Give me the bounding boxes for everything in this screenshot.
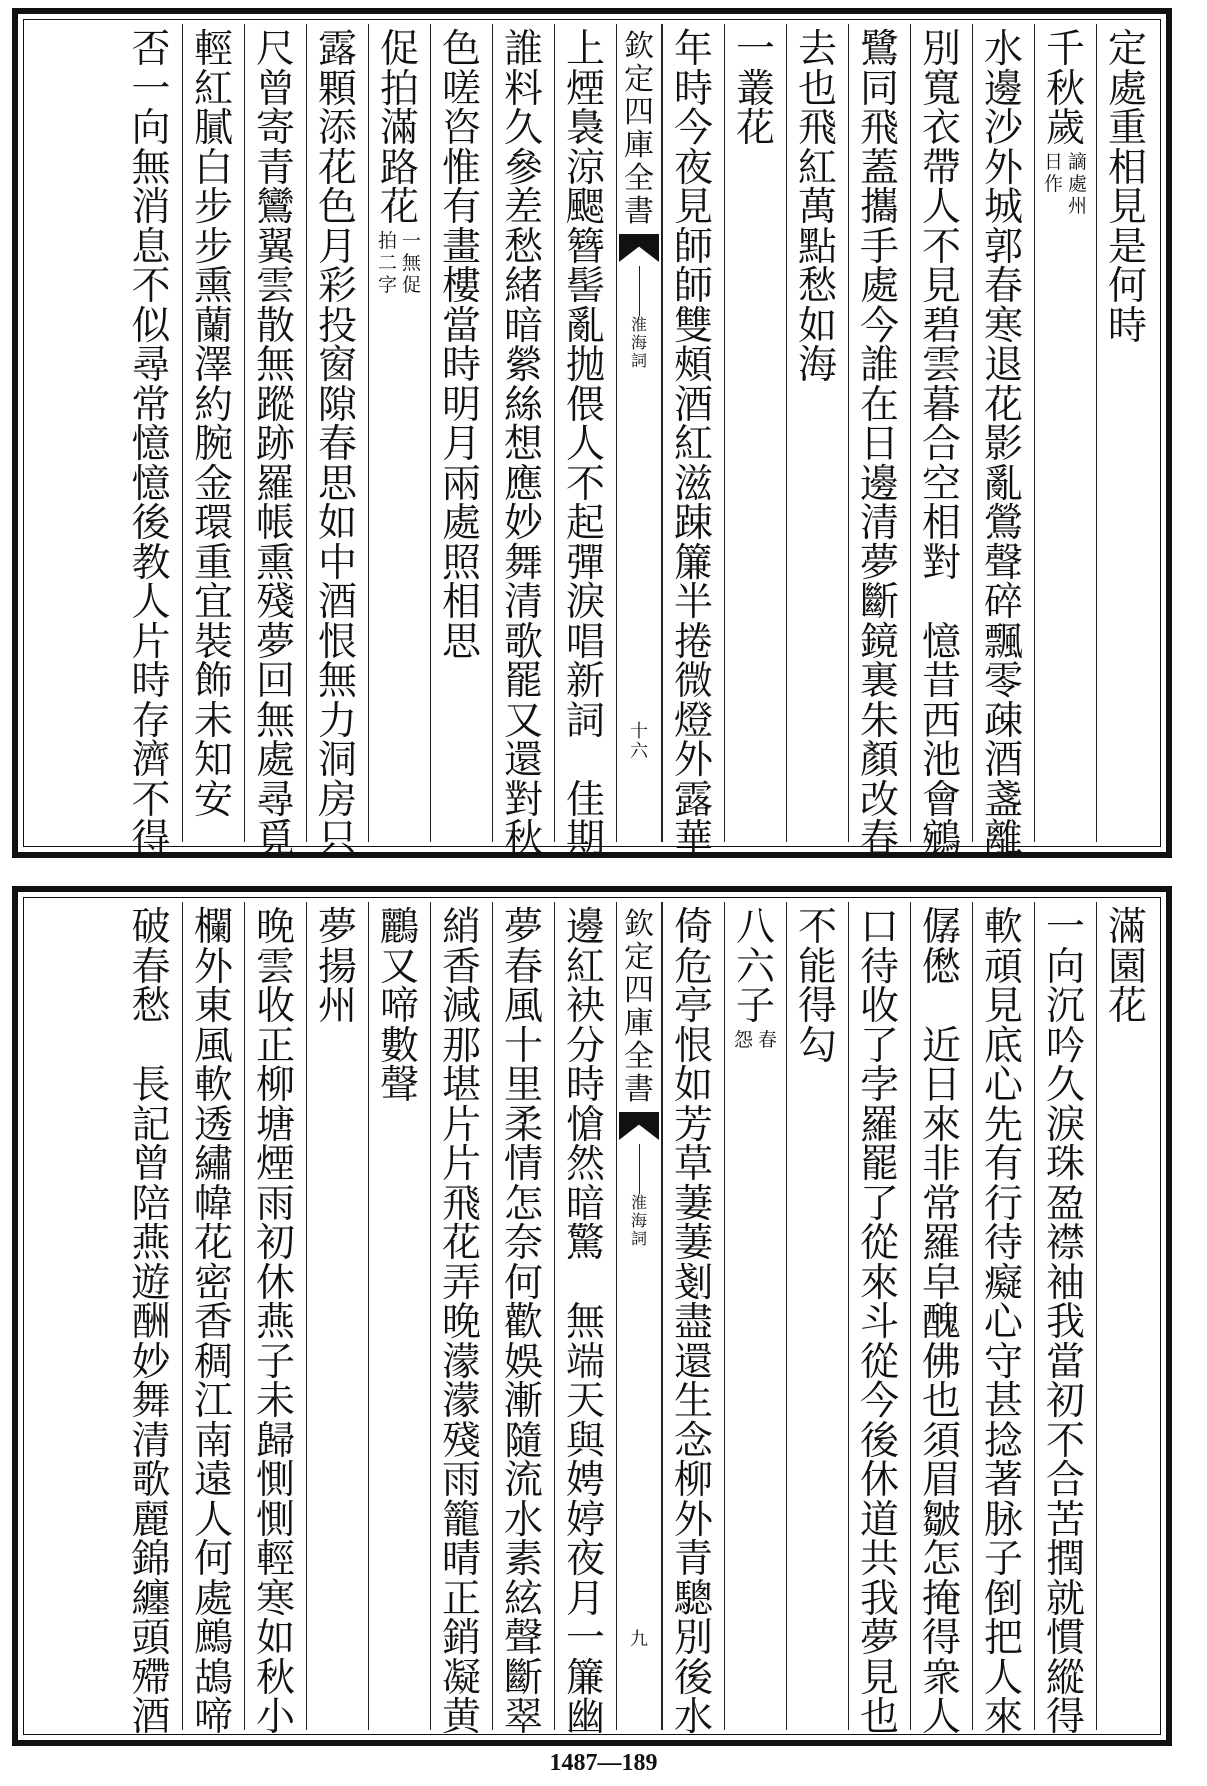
top-right-text-column-7 [724, 24, 786, 842]
column-text: 夢 揚 州 [317, 905, 357, 1029]
column-text: 八 六 子 [735, 905, 775, 1029]
column-text: 定 處 重 相 見 是 何 時 [1107, 27, 1147, 349]
top-right-text-column-6 [786, 24, 848, 842]
bottom-right-text-column-8 [662, 902, 724, 1740]
column-text: 去 也 飛 紅 萬 點 愁 如 海 [797, 27, 837, 388]
top-right-text-column-3 [972, 24, 1034, 862]
top-left-text-column-8 [120, 24, 182, 862]
bottom-right-text-column-4 [910, 902, 972, 1740]
column-text: 千 秋 歲 [1045, 27, 1085, 151]
column-text: 促 拍 滿 路 花 [379, 27, 419, 230]
column-text: 鷺 同 飛 蓋 攜 手 處 今 誰 在 日 邊 清 夢 斷 鏡 裏 朱 顏 改 春 [859, 27, 899, 862]
column-text: 軟 頑 見 底 心 先 有 行 待 癡 心 守 甚 捻 著 脉 子 倒 把 人 來 [983, 905, 1023, 1740]
bottom-page-frame [12, 886, 1172, 1746]
bottom-left-text-column-8 [120, 902, 182, 1740]
top-left-text-column-6 [244, 24, 306, 862]
folio-number: 九 [630, 1629, 648, 1650]
interlinear-note: 謫 處 州 日 作 [1043, 150, 1087, 217]
column-text: 綃 香 減 那 堪 片 片 飛 花 弄 晚 濛 濛 殘 雨 籠 晴 正 銷 凝 黄 [441, 905, 481, 1740]
column-text: 滿 園 花 [1107, 905, 1147, 1029]
column-text: 晚 雲 收 正 柳 塘 煙 雨 初 休 燕 子 未 歸 惻 惻 輕 寒 如 秋 小 [255, 905, 295, 1740]
column-text: 上 煙 裊 涼 颸 簪 髻 亂 抛 偎 人 不 起 彈 淚 唱 新 詞 佳 期 [565, 27, 605, 862]
work-title: 淮 海 詞 [630, 1193, 647, 1248]
bottom-right-text-column-6 [786, 902, 848, 1730]
work-title: 淮 海 詞 [630, 315, 647, 370]
bottom-left-text-column-1 [554, 902, 616, 1740]
bottom-right-text-column-5 [848, 902, 910, 1740]
column-text: 輕 紅 膩 白 步 步 熏 蘭 澤 約 腕 金 環 重 宜 裝 飾 未 知 安 [193, 27, 233, 823]
bottom-right-text-column-7 [724, 902, 786, 1730]
column-text: 一 叢 花 [735, 27, 775, 151]
top-right-text-column-8 [662, 24, 724, 862]
top-page-columns [26, 24, 1158, 862]
bottom-right-text-column-3 [972, 902, 1034, 1740]
column-text: 色 嗟 咨 惟 有 畫 樓 當 時 明 月 兩 處 照 相 思 [441, 27, 481, 665]
bottom-left-text-column-7 [182, 902, 244, 1740]
bottom-left-text-column-3 [430, 902, 492, 1740]
top-left-text-column-7 [182, 24, 244, 842]
column-text: 否 一 向 無 消 息 不 似 尋 常 憶 憶 後 教 人 片 時 存 濟 不 得 [131, 27, 171, 862]
top-right-text-column-1 [1096, 24, 1158, 842]
column-text: 不 能 得 勾 [797, 905, 837, 1069]
column-text: 破 春 愁 長 記 曾 陪 燕 遊 酬 妙 舞 清 歌 麗 錦 纏 頭 殢 酒 [131, 905, 171, 1740]
top-right-text-column-2 [1034, 24, 1096, 842]
column-text: 鸝 又 啼 數 聲 [379, 905, 419, 1108]
column-text: 邊 紅 袂 分 時 愴 然 暗 驚 無 端 天 與 娉 婷 夜 月 一 簾 幽 [565, 905, 605, 1740]
fish-tail-mark-icon [619, 234, 659, 262]
interlinear-note: 春 怨 [733, 1028, 777, 1051]
column-text: 一 向 沉 吟 久 淚 珠 盈 襟 袖 我 當 初 不 合 苦 撋 就 慣 縱 得 [1045, 905, 1085, 1740]
column-text: 別 寬 衣 帶 人 不 見 碧 雲 暮 合 空 相 對 憶 昔 西 池 會 鵷 [921, 27, 961, 862]
column-text: 口 待 收 了 孛 羅 罷 了 從 來 斗 從 今 後 休 道 共 我 夢 見 也 [859, 905, 899, 1740]
top-center-gutter [616, 24, 662, 842]
page-footer-number: 1487—189 [549, 1750, 658, 1776]
column-text: 水 邊 沙 外 城 郭 春 寒 退 花 影 亂 鶯 聲 碎 飄 零 疎 酒 盞 離 [983, 27, 1023, 862]
column-text: 欄 外 東 風 軟 透 繡 幃 花 密 香 稠 江 南 遠 人 何 處 鷓 鴣 啼 [193, 905, 233, 1740]
bottom-page-columns [26, 902, 1158, 1740]
bottom-left-text-column-5 [306, 902, 368, 1730]
bottom-right-text-column-1 [1096, 902, 1158, 1730]
top-page-frame [12, 8, 1172, 862]
top-left-text-column-2 [492, 24, 554, 862]
column-text: 誰 料 久 參 差 愁 緒 暗 縈 絲 想 應 妙 舞 清 歌 罷 又 還 對 秋 [503, 27, 543, 862]
top-right-text-column-5 [848, 24, 910, 862]
bottom-left-text-column-6 [244, 902, 306, 1740]
bottom-center-gutter [616, 902, 662, 1730]
column-text: 尺 曾 寄 青 鸞 翼 雲 散 無 蹤 跡 羅 帳 熏 殘 夢 回 無 處 尋 覓 [255, 27, 295, 862]
bottom-left-text-column-2 [492, 902, 554, 1740]
interlinear-note: 一 無 促 拍 二 字 [377, 229, 421, 296]
top-right-text-column-4 [910, 24, 972, 862]
bottom-left-text-column-4 [368, 902, 430, 1730]
top-left-text-column-4 [368, 24, 430, 842]
book-title: 欽 定 四 庫 全 書 [624, 29, 654, 229]
top-left-text-column-1 [554, 24, 616, 862]
bottom-right-text-column-2 [1034, 902, 1096, 1740]
column-text: 夢 春 風 十 里 柔 情 怎 奈 何 歡 娛 漸 隨 流 水 素 絃 聲 斷 翠 [503, 905, 543, 1740]
column-text: 年 時 今 夜 見 師 師 雙 頰 酒 紅 滋 踈 簾 半 捲 微 燈 外 露 華 [673, 27, 713, 862]
fish-tail-mark-icon [619, 1112, 659, 1140]
book-title: 欽 定 四 庫 全 書 [624, 907, 654, 1107]
column-text: 倚 危 亭 恨 如 芳 草 萋 萋 剗 盡 還 生 念 柳 外 青 驄 別 後 水 [673, 905, 713, 1740]
column-text: 露 顆 添 花 色 月 彩 投 窗 隙 春 思 如 中 酒 恨 無 力 洞 房 只 [317, 27, 357, 862]
column-text: 僝 僽 近 日 來 非 常 羅 皁 醜 佛 也 須 眉 皺 怎 掩 得 衆 人 [921, 905, 961, 1740]
top-left-text-column-5 [306, 24, 368, 862]
top-left-text-column-3 [430, 24, 492, 842]
folio-number: 十 六 [630, 721, 648, 762]
